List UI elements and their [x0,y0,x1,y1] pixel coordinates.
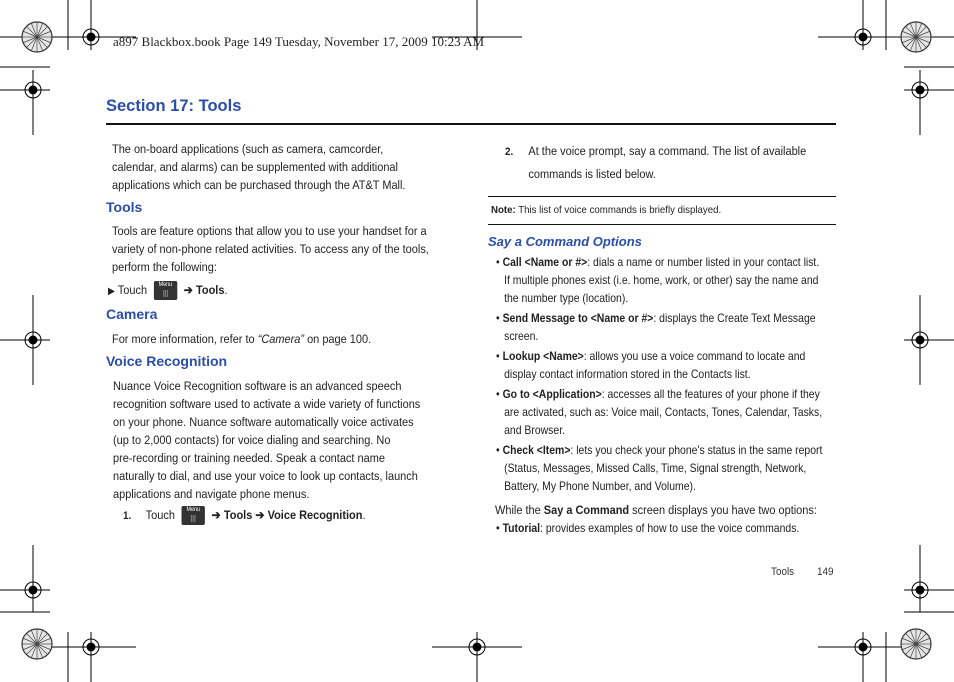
command-desc: : dials a name or number listed in your contact list. [587,256,820,269]
command-name: Send Message to <Name or #> [502,312,654,325]
tools-line: variety of non-phone related activities. To access any of the tools, [112,242,429,256]
touch-label: Touch [117,283,148,297]
voice-line: Nuance Voice Recognition software is an advanced speech [113,379,402,393]
camera-prefix: For more information, refer to [112,332,258,346]
command-name: Call <Name or #> [502,256,588,269]
step2-line: At the voice prompt, say a command. The list of available [528,144,807,158]
arrow-icon: ➔ [183,283,193,297]
tools-heading: Tools [106,199,143,215]
while-bold: Say a Command [543,503,630,517]
tools-paragraph [112,222,429,276]
while-paragraph [495,501,817,519]
voice-step-2 [505,140,806,185]
touch-label: Touch [145,508,175,522]
intro-line: The on-board applications (such as camera, camcorder, [112,142,384,156]
intro-line: calendar, and alarms) can be supplemented with additional [112,160,398,174]
camera-paragraph [112,330,371,348]
command-name: Check <Item> [502,444,571,457]
command-name: Go to <Application> [502,388,602,401]
tools-line: perform the following: [112,260,217,274]
command-desc: : allows you use a voice command to locate and [583,350,806,363]
tutorial-desc: : provides examples of how to use the voice commands. [540,522,800,535]
page-header: a897 Blackbox.book Page 149 Tuesday, November 17, 2009 10:23 AM [113,34,485,49]
note-text [491,204,721,216]
command-item [496,442,822,496]
tutorial-label: Tutorial [502,522,541,535]
triangle-bullet-icon: ▶ [108,286,115,297]
say-command-heading: Say a Command Options [488,234,642,249]
tools-line: Tools are feature options that allow you to use your handset for a [112,224,427,238]
command-name: Lookup <Name> [502,350,584,363]
voice-recognition-path: ➔ Tools ➔ Voice Recognition [211,508,363,522]
step-period: . [224,283,228,297]
command-desc: and Browser. [504,424,566,437]
voice-line: pre-recording or training needed. Speak a contact name [113,451,385,465]
camera-heading: Camera [106,306,158,322]
title-rule [106,123,836,125]
bullet: • [496,388,500,401]
tools-target: Tools [196,283,225,297]
menu-key-icon [154,281,177,300]
voice-line: applications and navigate phone menus. [113,487,310,501]
voice-line: (up to 2,000 contacts) for voice dialing and searching. No [113,433,391,447]
command-desc: : accesses all the features of your phone if they [601,388,820,401]
bullet: • [496,522,500,535]
command-desc: (Status, Messages, Missed Calls, Time, Signal strength, Network, [504,462,807,475]
bullet: • [496,350,500,363]
tutorial-item [496,520,799,538]
command-desc: display contact information stored in the Contacts list. [504,368,751,381]
command-desc: : lets you check your phone's status in the same report [570,444,823,457]
bullet: • [496,256,500,269]
bullet: • [496,312,500,325]
bullet: • [496,444,500,457]
command-list [496,254,822,496]
command-desc: the number type (location). [504,292,629,305]
menu-key-label: Menu [186,507,201,514]
keypad-grid-icon [163,290,168,297]
voice-line: recognition software used to activate a wide variety of functions [113,397,421,411]
intro-paragraph [112,140,405,194]
keypad-grid-icon [191,515,196,522]
command-desc: are activated, such as: Voice mail, Contacts, Tones, Calendar, Tasks, [504,406,823,419]
command-desc: : displays the Create Text Message [653,312,816,325]
command-desc: screen. [504,330,539,343]
section-title: Section 17: Tools [106,97,242,115]
footer-section: Tools [771,566,795,578]
intro-line: applications which can be purchased through the AT&T Mall. [112,178,406,192]
command-item [496,310,822,346]
command-item [496,254,822,308]
voice-recognition-heading: Voice Recognition [106,353,228,369]
command-item [496,386,822,440]
step-period: . [362,508,366,522]
menu-key-label: Menu [158,282,173,289]
note-label: Note: [491,204,516,216]
note-body: This list of voice commands is briefly displayed. [515,204,722,216]
step-number: 1. [123,510,132,522]
command-item [496,348,822,384]
tools-step [108,281,228,301]
command-desc: Battery, My Phone Number, and Volume). [504,480,696,493]
footer-page-number: 149 [817,566,834,578]
camera-reference-link[interactable]: “Camera” [257,332,305,346]
command-desc: If multiple phones exist (i.e. home, work, or other) say the name and [504,274,819,287]
menu-key-icon [182,506,205,525]
voice-line: naturally to dial, and use your voice to look up contacts, launch [113,469,418,483]
while-suffix: screen displays you have two options: [629,503,817,517]
step-number: 2. [505,146,514,158]
step2-line: commands is listed below. [528,167,656,181]
camera-suffix: on page 100. [304,332,372,346]
voice-paragraph [113,377,420,503]
voice-step-1 [123,506,366,525]
voice-line: on your phone. Nuance software automatically voice activates [113,415,414,429]
while-prefix: While the [495,503,544,517]
